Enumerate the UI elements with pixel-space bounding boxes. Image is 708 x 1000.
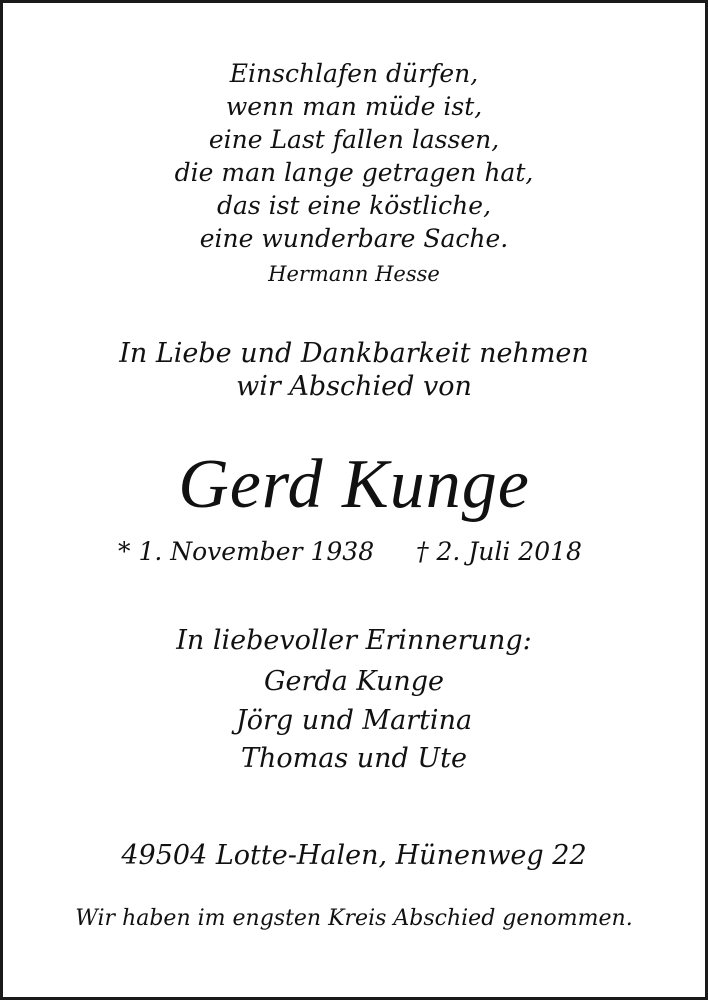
poem-line: eine wunderbare Sache. <box>199 224 509 253</box>
poem-line: eine Last fallen lassen, <box>208 125 500 154</box>
intro-line: In Liebe und Dankbarkeit nehmen <box>119 338 589 369</box>
closing-note: Wir haben im engsten Kreis Abschied genommen. <box>75 906 633 931</box>
mourner-name: Jörg und Martina <box>235 705 473 736</box>
poem-author: Hermann Hesse <box>268 262 440 286</box>
poem-line: die man lange getragen hat, <box>174 158 534 187</box>
address: 49504 Lotte-Halen, Hünenweg 22 <box>121 840 587 871</box>
mourner-name: Gerda Kunge <box>263 666 445 697</box>
deceased-name: Gerd Kunge <box>178 446 530 523</box>
mourners-heading: In liebevoller Erinnerung: <box>176 625 532 656</box>
death-date: † 2. Juli 2018 <box>416 537 582 566</box>
poem-line: das ist eine köstliche, <box>216 191 492 220</box>
poem-line: Einschlafen dürfen, <box>229 59 479 88</box>
intro-line: wir Abschied von <box>236 371 472 402</box>
mourner-name: Thomas und Ute <box>240 743 468 774</box>
poem-line: wenn man müde ist, <box>225 92 483 121</box>
birth-date: * 1. November 1938 <box>118 537 375 566</box>
